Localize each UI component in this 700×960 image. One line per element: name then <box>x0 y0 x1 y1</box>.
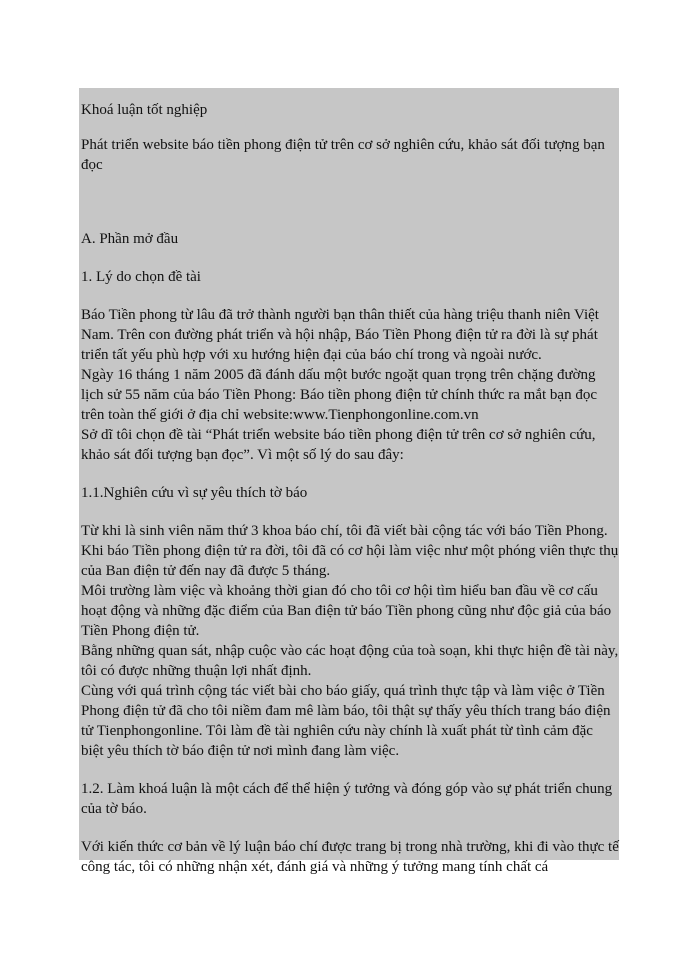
section-heading-1-2: 1.2. Làm khoá luận là một cách để thể hiện ý tưởng và đóng góp vào sự phát triển chung của tờ báo. <box>81 781 613 817</box>
thesis-title: Phát triển website báo tiền phong điện tử trên cơ sở nghiên cứu, khảo sát đối tượng bạn đọc <box>81 137 605 173</box>
paragraph: Sở dĩ tôi chọn đề tài “Phát triển website báo tiền phong điện tử trên cơ sở nghiên cứu, khảo sát đối tượng bạn đọc”. Vì một số lý do sau đây: <box>81 427 596 463</box>
paragraph: Báo Tiền phong từ lâu đã trở thành người bạn thân thiết của hàng triệu thanh niên Việt Nam. Trên con đường phát triển và hội nhập, Báo Tiền Phong điện tử ra đời là sự phát triển tất yếu phù hợp với xu hướng hiện đại của báo chí trong và ngoài nước. <box>81 307 599 363</box>
paragraph: Với kiến thức cơ bản về lý luận báo chí được trang bị trong nhà trường, khi đi vào thực tế công tác, tôi có những nhận xét, đánh giá và những ý tưởng mang tính chất cá <box>81 839 619 875</box>
paragraph: Cùng với quá trình cộng tác viết bài cho báo giấy, quá trình thực tập và làm việc ở Tiền Phong điện tử đã cho tôi niềm đam mê làm báo, tôi thật sự thấy yêu thích trang báo điện tử Tienphongonline. Tôi làm đề tài nghiên cứu này chính là xuất phát từ tình cảm đặc biệt yêu thích tờ báo điện tử nơi mình đang làm việc. <box>81 683 611 759</box>
paragraph: Bằng những quan sát, nhập cuộc vào các hoạt động của toà soạn, khi thực hiện đề tài này, tôi có được những thuận lợi nhất định. <box>81 643 619 679</box>
paragraph: Ngày 16 tháng 1 năm 2005 đã đánh dấu một bước ngoặt quan trọng trên chặng đường lịch sử 55 năm của báo Tiền Phong: Báo tiền phong điện tử chính thức ra mắt bạn đọc trên toàn thế giới ở địa chỉ website:www.Tienphongonline.com.vn <box>81 367 597 423</box>
paragraph: Môi trường làm việc và khoảng thời gian đó cho tôi cơ hội tìm hiểu ban đầu về cơ cấu hoạt động và những đặc điểm của Ban điện tử báo Tiền phong cũng như độc giả của báo Tiền Phong điện tử. <box>81 583 612 639</box>
section-heading-1: 1. Lý do chọn đề tài <box>81 269 201 285</box>
document-body <box>81 100 619 877</box>
document-label: Khoá luận tốt nghiệp <box>81 102 208 118</box>
section-heading-a: A. Phần mở đầu <box>81 231 179 247</box>
section-heading-1-1: 1.1.Nghiên cứu vì sự yêu thích tờ báo <box>81 485 308 501</box>
paragraph: Từ khi là sinh viên năm thứ 3 khoa báo chí, tôi đã viết bài cộng tác với báo Tiền Phong. Khi báo Tiền phong điện tử ra đời, tôi đã có cơ hội làm việc như một phóng viên thực thụ của Ban điện tử đến nay đã được 5 tháng. <box>81 523 619 579</box>
